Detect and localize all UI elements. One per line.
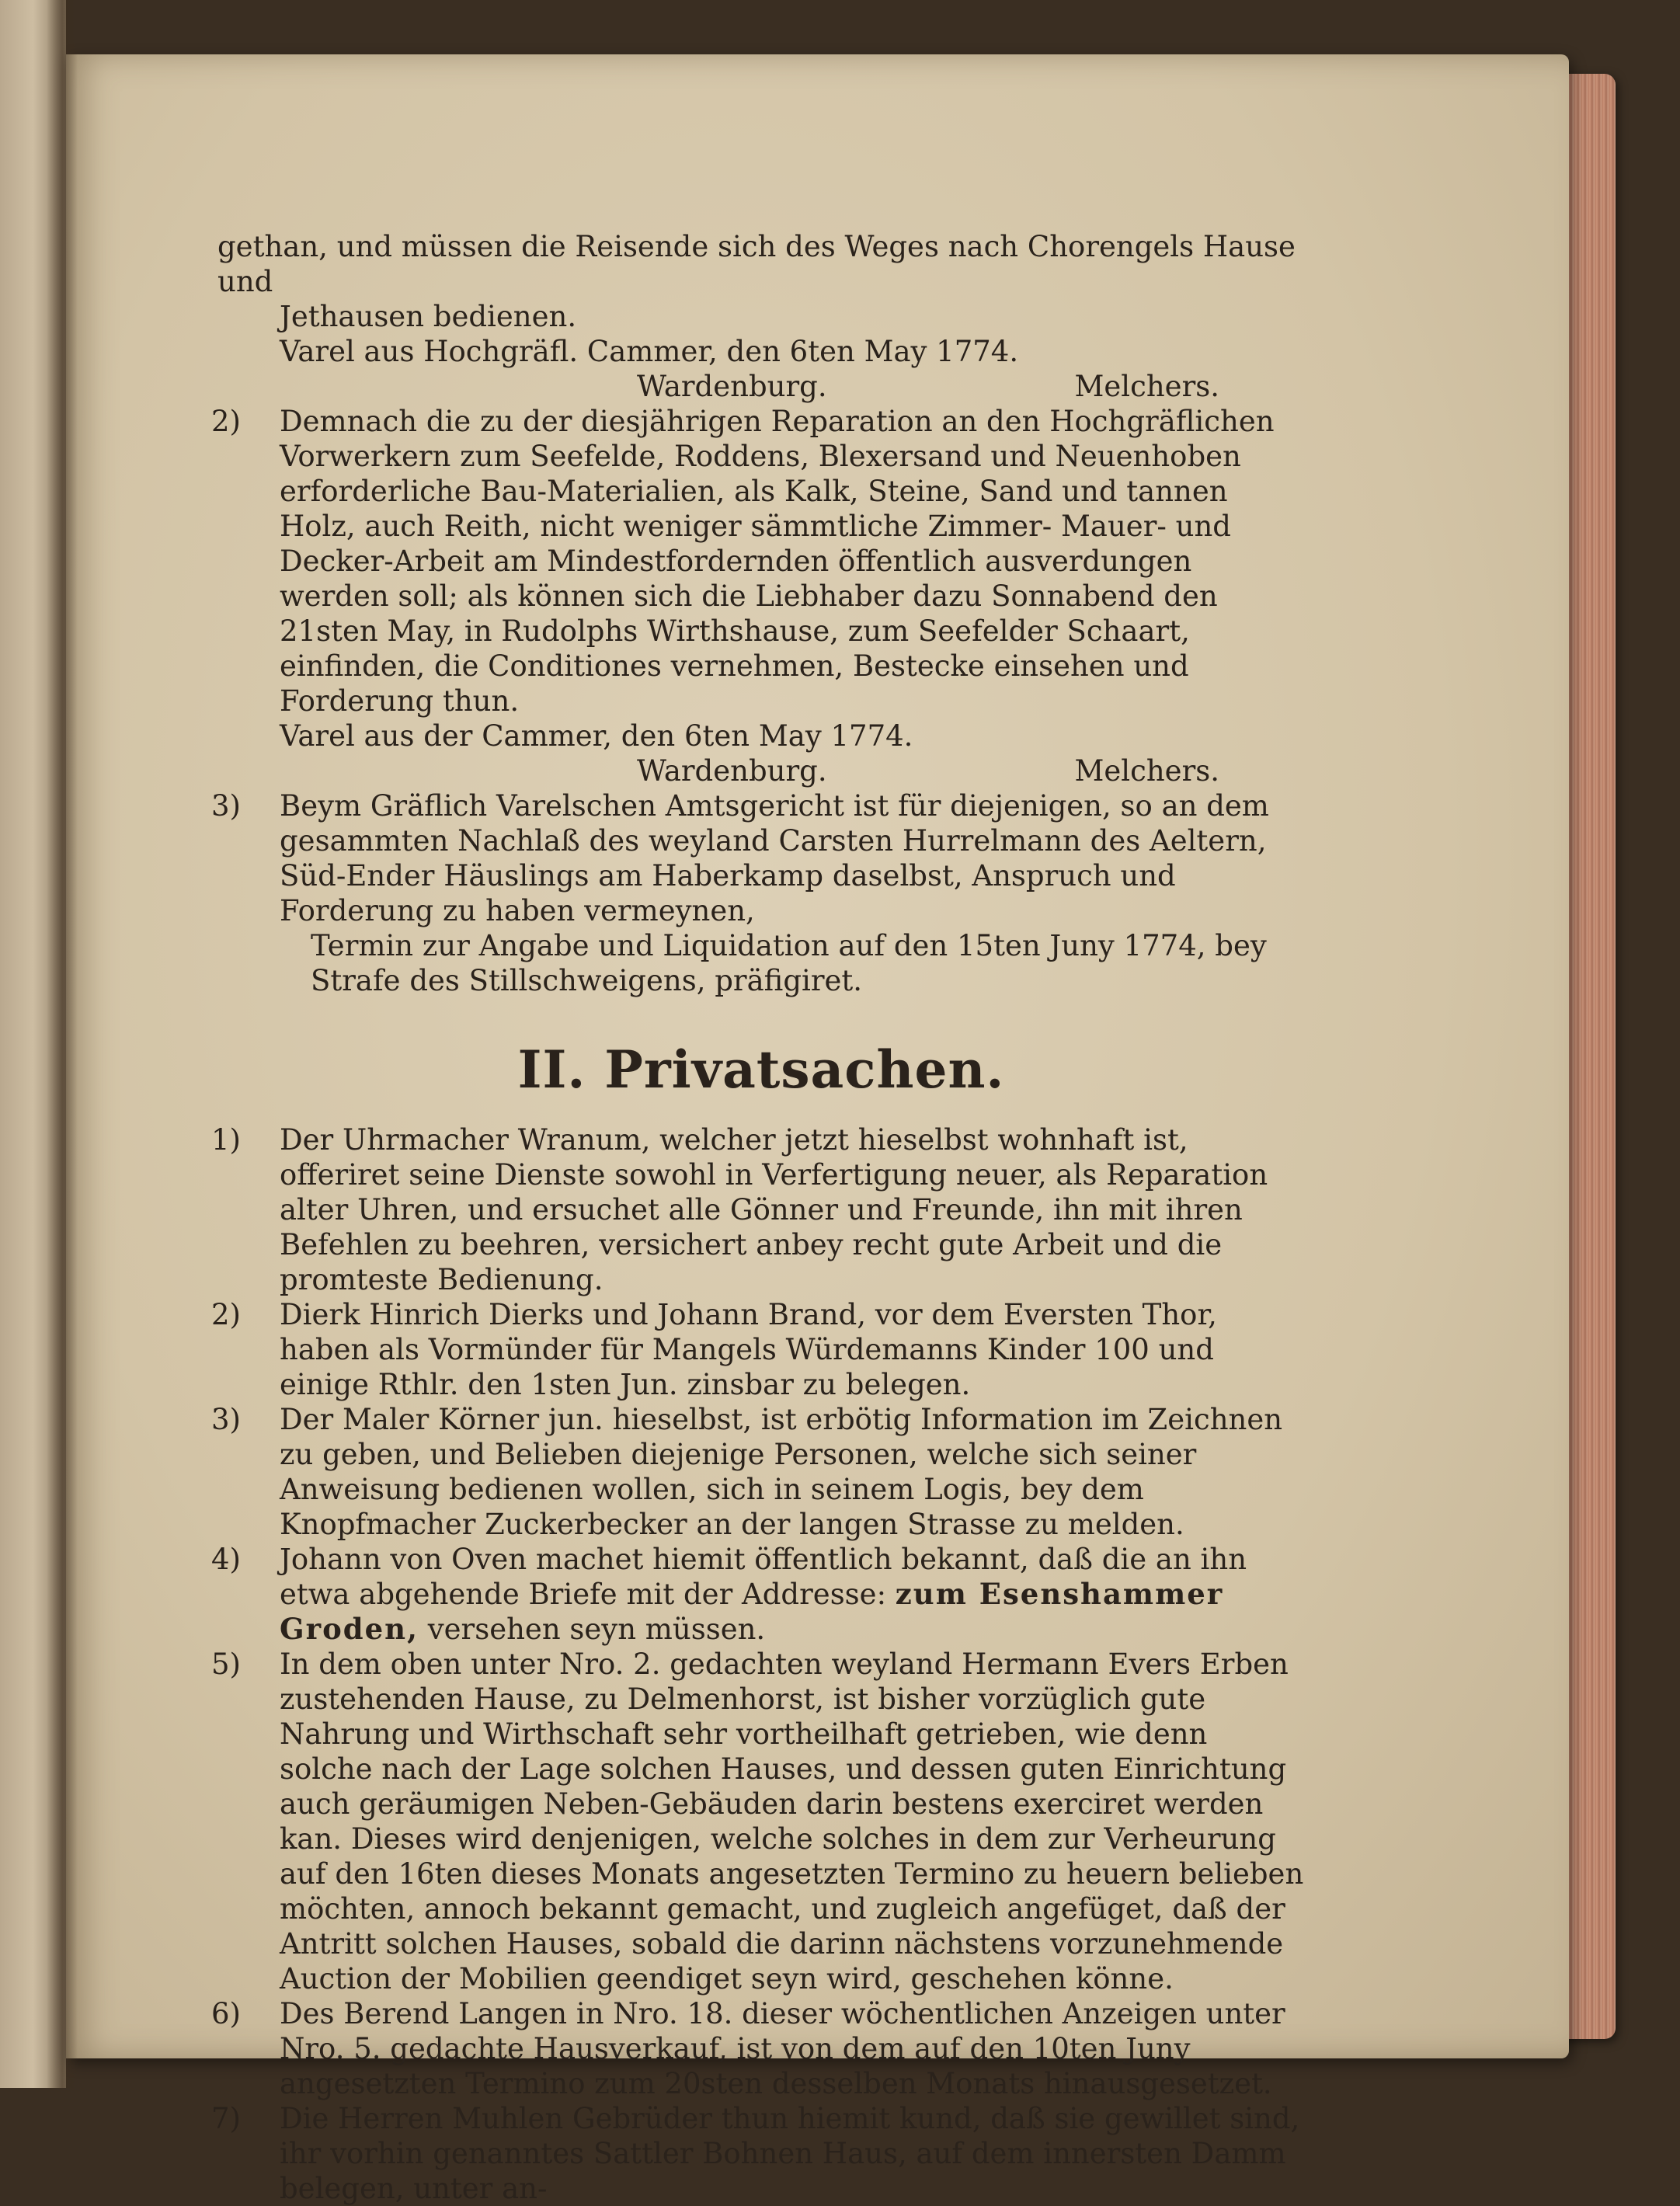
signature-wardenburg: Wardenburg. <box>637 754 827 788</box>
item-text: Die Herren Muhlen Gebrüder thun hiemit kund, daß sie gewillet sind, ihr vorhin genanntes Sattler Bohnen Haus, auf dem innersten Damm belegen, unter an- <box>280 2102 1300 2205</box>
signature-line-1 <box>217 369 1305 404</box>
item-text: Beym Gräflich Varelschen Amtsgericht ist für diejenigen, so an dem gesammten Nachlaß des weyland Carsten Hurrelmann des Aeltern, Süd-Ender Häuslings am Haberkamp daselbst, Anspruch und Forderung zu haben vermeynen, <box>280 789 1269 927</box>
item-text: Der Uhrmacher Wranum, welcher jetzt hieselbst wohnhaft ist, offeriret seine Dienste sowohl in Verfertigung neuer, als Reparation alter Uhren, und ersuchet alle Gönner und Freunde, ihn mit ihren Befehlen zu beehren, versichert anbey recht gute Arbeit und die promteste Bedienung. <box>280 1123 1268 1296</box>
item-text: Demnach die zu der diesjährigen Reparation an den Hochgräflichen Vorwerkern zum Seefelde, Roddens, Blexersand und Neuenhoben erforderliche Bau-Materialien, als Kalk, Steine, Sand und tannen Holz, auch Reith, nicht weniger sämmtliche Zimmer- Mauer- und Decker-Arbeit am Mindestfordernden öffentlich ausverdungen werden soll; als können sich die Liebhaber dazu Sonnabend den 21sten May, in Rudolphs Wirthshause, zum Seefelder Schaart, einfinden, die Conditiones vernehmen, Bestecke einsehen und Forderung thun. <box>280 405 1275 718</box>
item-number: 2) <box>211 1298 241 1331</box>
item-number: 5) <box>211 1648 241 1681</box>
notice-item-3 <box>211 788 1305 998</box>
item-number: 4) <box>211 1543 241 1576</box>
page-text <box>211 229 1305 2206</box>
signature-melchers: Melchers. <box>1074 754 1219 788</box>
item-text: Johann von Oven machet hiemit öffentlich bekannt, daß die an ihn etwa abgehende Briefe mit der Addresse: <box>280 1543 1247 1611</box>
privat-item-7 <box>211 2101 1305 2206</box>
item-number: 2) <box>211 405 241 438</box>
item-number: 6) <box>211 1997 241 2030</box>
date-line-2: Varel aus der Cammer, den 6ten May 1774. <box>280 719 913 753</box>
item-address: zum Esenshammer Groden, <box>280 1577 1224 1646</box>
carry-line-2: Jethausen bedienen. <box>280 300 577 333</box>
item-text: In dem oben unter Nro. 2. gedachten weyland Hermann Evers Erben zustehenden Hause, zu Delmenhorst, ist bisher vorzüglich gute Nahrung und Wirthschaft sehr vortheilhaft getrieben, wie denn solche nach der Lage solchen Hauses, und dessen guten Einrichtung auch geräumigen Neben-Gebäuden darin bestens exerciret werden kan. Dieses wird denjenigen, welche solches in dem zur Verheurung auf den 16ten dieses Monats angesetzten Termino zu heuern belieben möchten, annoch bekannt gemacht, und zugleich angefüget, daß der Antritt solchen Hauses, sobald die darinn nächstens vorzunehmende Auction der Mobilien geendiget seyn wird, geschehen könne. <box>280 1648 1304 1995</box>
signature-melchers: Melchers. <box>1074 370 1219 403</box>
item-text: Der Maler Körner jun. hieselbst, ist erbötig Information im Zeichnen zu geben, und Belieben diejenige Personen, welche sich seiner Anweisung bedienen wollen, sich in seinem Logis, bey dem Knopfmacher Zuckerbecker an der langen Strasse zu melden. <box>280 1403 1283 1541</box>
date-line-1: Varel aus Hochgräfl. Cammer, den 6ten May 1774. <box>280 335 1019 368</box>
signature-wardenburg: Wardenburg. <box>637 370 827 403</box>
notice-item-2 <box>211 404 1305 719</box>
item-number: 3) <box>211 789 241 823</box>
item-text: Des Berend Langen in Nro. 18. dieser wöchentlichen Anzeigen unter Nro. 5. gedachte Hausverkauf, ist von dem auf den 10ten Juny angesetzten Termino zum 20sten desselben Monats hinausgesetzet. <box>280 1997 1285 2100</box>
privat-item-4 <box>211 1542 1305 1647</box>
carry-line-1: gethan, und müssen die Reisende sich des Weges nach Chorengels Hause und <box>217 230 1296 298</box>
book-gutter <box>47 0 78 2088</box>
item-text: Dierk Hinrich Dierks und Johann Brand, vor dem Eversten Thor, haben als Vormünder für Mangels Würdemanns Kinder 100 und einige Rthlr. den 1sten Jun. zinsbar zu belegen. <box>280 1298 1217 1401</box>
section-heading: II. Privatsachen. <box>517 1039 1005 1100</box>
privat-item-5 <box>211 1647 1305 1996</box>
signature-line-2 <box>217 753 1305 788</box>
item-number: 7) <box>211 2102 241 2135</box>
privat-item-2 <box>211 1297 1305 1402</box>
item-number: 1) <box>211 1123 241 1157</box>
item-number: 3) <box>211 1403 241 1436</box>
privat-item-6 <box>211 1996 1305 2101</box>
privat-item-3 <box>211 1402 1305 1542</box>
item-term: Termin zur Angabe und Liquidation auf den 15ten Juny 1774, bey Strafe des Stillschweigens, präfigiret. <box>311 929 1267 997</box>
privat-item-1 <box>211 1122 1305 1297</box>
item-text-end: versehen seyn müssen. <box>427 1613 766 1646</box>
